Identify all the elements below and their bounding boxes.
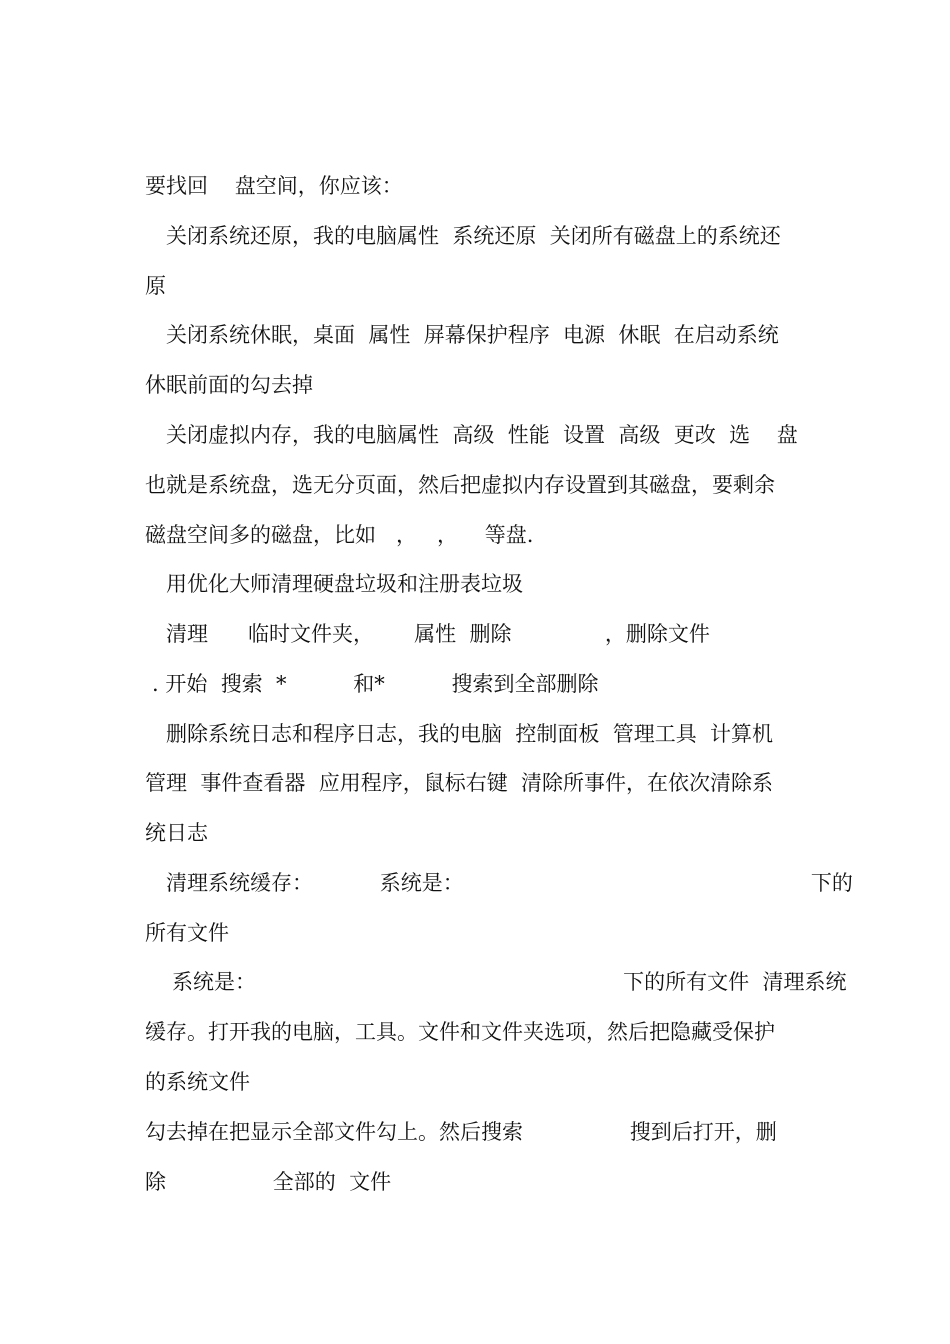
- text-line-7: 也就是系统盘，选无分页面，然后把虚拟内存设置到其磁盘，要剩余: [145, 473, 775, 497]
- text-line-6: 关闭虚拟内存，我的电脑属性 高级 性能 设置 高级 更改 选 盘: [166, 423, 798, 447]
- text-line-10: 清理 临时文件夹， 属性 删除 ，删除文件: [166, 622, 710, 646]
- text-line-12: 删除系统日志和程序日志，我的电脑 控制面板 管理工具 计算机: [166, 722, 774, 746]
- text-line-8: 磁盘空间多的磁盘，比如 ， ， 等盘.: [145, 523, 534, 547]
- text-line-21: 除 全部的 文件: [145, 1170, 392, 1194]
- text-line-3: 原: [145, 274, 166, 298]
- text-line-18: 缓存。打开我的电脑，工具。文件和文件夹选项，然后把隐藏受保护: [145, 1020, 775, 1044]
- text-line-9: 用优化大师清理硬盘垃圾和注册表垃圾: [166, 572, 523, 596]
- text-line-1: 要找回 盘空间，你应该：: [145, 174, 403, 198]
- text-line-16: 所有文件: [145, 921, 229, 945]
- text-line-2: 关闭系统还原，我的电脑属性 系统还原 关闭所有磁盘上的系统还: [166, 224, 781, 248]
- text-line-17: 系统是： 下的所有文件 清理系统: [172, 970, 847, 994]
- text-line-14: 统日志: [145, 821, 208, 845]
- text-line-19: 的系统文件: [145, 1070, 250, 1094]
- text-line-5: 休眠前面的勾去掉: [145, 373, 313, 397]
- text-line-13: 管理 事件查看器 应用程序，鼠标右键 清除所事件，在依次清除系: [145, 771, 774, 795]
- text-line-20: 勾去掉在把显示全部文件勾上。然后搜索 搜到后打开，删: [145, 1120, 777, 1144]
- text-line-15: 清理系统缓存： 系统是： 下的: [166, 871, 853, 895]
- text-line-4: 关闭系统休眠，桌面 属性 屏幕保护程序 电源 休眠 在启动系统: [166, 323, 779, 347]
- text-line-11: . 开始 搜索 * 和* 搜索到全部删除: [152, 672, 599, 696]
